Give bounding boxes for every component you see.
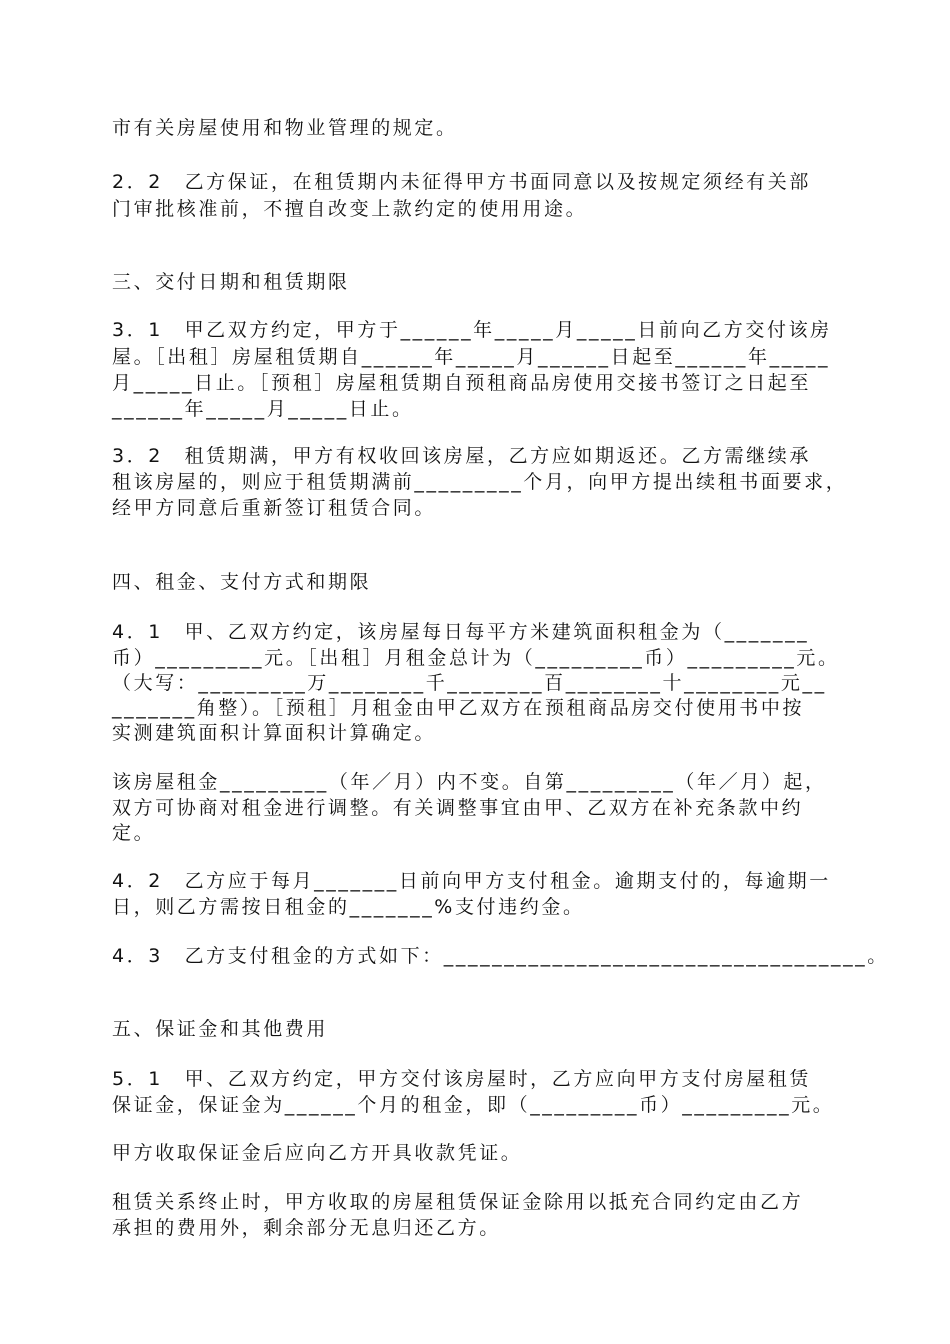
- paragraph-line: 5．1 甲、乙双方约定，甲方交付该房屋时，乙方应向甲方支付房屋租赁: [112, 1068, 811, 1090]
- paragraph-line: 租该房屋的，则应于租赁期满前_________个月，向甲方提出续租书面要求，: [112, 471, 848, 493]
- paragraph-line: 租赁关系终止时，甲方收取的房屋租赁保证金除用以抵充合同约定由乙方: [112, 1191, 804, 1213]
- paragraph-line: 甲方收取保证金后应向乙方开具收款凭证。: [112, 1142, 523, 1164]
- paragraph-line: 3．2 租赁期满，甲方有权收回该房屋，乙方应如期返还。乙方需继续承: [112, 445, 811, 467]
- paragraph-line: 币）_________元。［出租］月租金总计为（_________币）_________元。: [112, 647, 840, 669]
- paragraph-line: 市有关房屋使用和物业管理的规定。: [112, 117, 458, 139]
- paragraph-line: ______年_____月_____日止。: [112, 398, 414, 420]
- section-heading: 五、保证金和其他费用: [112, 1018, 329, 1040]
- paragraph-line: _______角整）。［预租］月租金由甲乙双方在预租商品房交付使用书中按: [112, 697, 805, 719]
- paragraph-line: 屋。［出租］房屋租赁期自______年_____月______日起至______年_____: [112, 346, 831, 368]
- paragraph-line: 承担的费用外，剩余部分无息归还乙方。: [112, 1217, 501, 1239]
- paragraph-line: 4．1 甲、乙双方约定，该房屋每日每平方米建筑面积租金为（_______: [112, 621, 810, 643]
- paragraph-line: 月_____日止。［预租］房屋租赁期自预租商品房使用交接书签订之日起至: [112, 372, 812, 394]
- paragraph-line: 4．2 乙方应于每月_______日前向甲方支付租金。逾期支付的，每逾期一: [112, 870, 831, 892]
- paragraph-line: 实测建筑面积计算面积计算确定。: [112, 722, 437, 744]
- paragraph-line: 3．1 甲乙双方约定，甲方于______年_____月_____日前向乙方交付该房: [112, 319, 832, 341]
- paragraph-line: 保证金，保证金为______个月的租金，即（_________币）_________元。: [112, 1094, 835, 1116]
- paragraph-line: 日，则乙方需按日租金的_______%支付违约金。: [112, 896, 585, 918]
- section-heading: 四、租金、支付方式和期限: [112, 571, 372, 593]
- section-heading: 三、交付日期和租赁期限: [112, 271, 350, 293]
- paragraph-line: 门审批核准前，不擅自改变上款约定的使用用途。: [112, 198, 588, 220]
- paragraph-line: 2．2 乙方保证，在租赁期内未征得甲方书面同意以及按规定须经有关部: [112, 171, 811, 193]
- paragraph-line: 定。: [112, 822, 156, 844]
- paragraph-line: 该房屋租金_________（年／月）内不变。自第_________（年／月）起，: [112, 771, 827, 793]
- paragraph-line: （大写：_________万________千________百________十________元__: [112, 672, 827, 694]
- paragraph-line: 4．3 乙方支付租金的方式如下：___________________________________。: [112, 945, 889, 967]
- paragraph-line: 双方可协商对租金进行调整。有关调整事宜由甲、乙双方在补充条款中约: [112, 797, 804, 819]
- paragraph-line: 经甲方同意后重新签订租赁合同。: [112, 497, 437, 519]
